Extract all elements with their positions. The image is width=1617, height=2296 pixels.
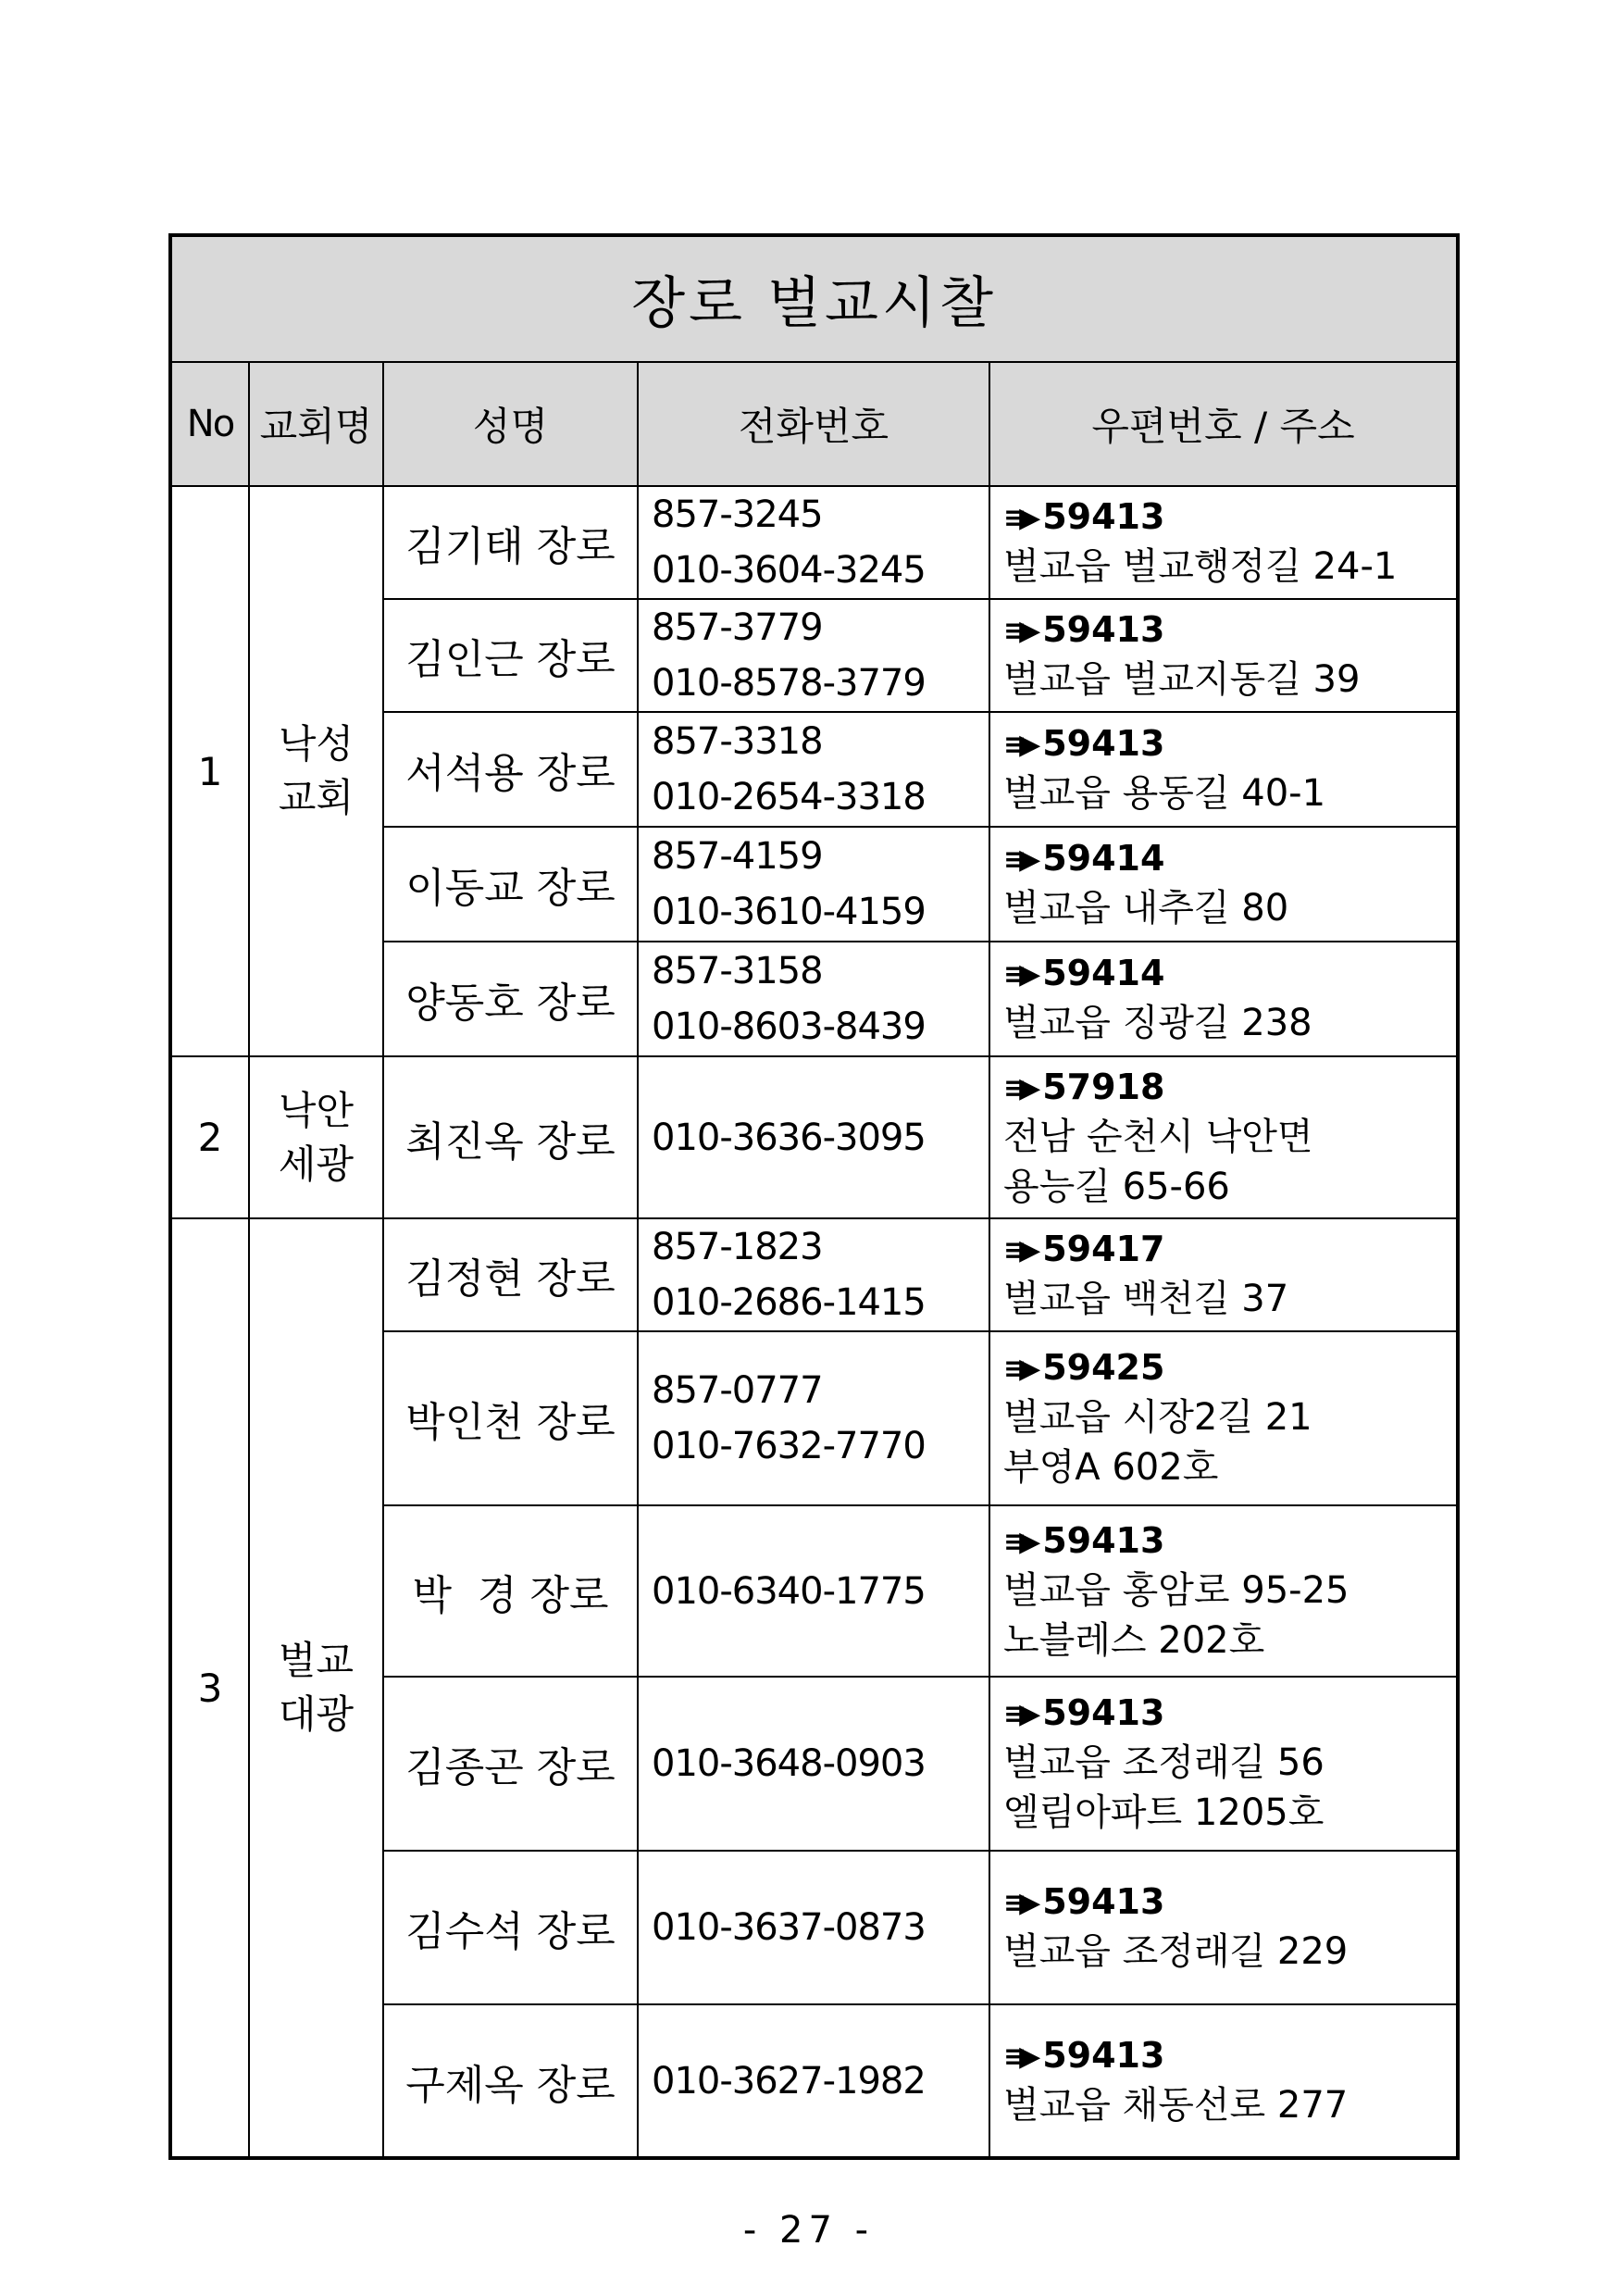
address-line: 벌교읍 백천길 37: [1003, 1278, 1289, 1320]
phone-number: 857-3158: [652, 950, 823, 992]
elder-directory-table: [168, 233, 1460, 2160]
elder-name: 김인근 장로: [383, 599, 638, 712]
postal-code-icon: ≡▶: [1003, 729, 1034, 761]
postal-address: [989, 1218, 1458, 1331]
phone-number: 010-3636-3095: [652, 1116, 926, 1159]
elder-name: 김수석 장로: [383, 1851, 638, 2004]
elder-name: 양동호 장로: [383, 942, 638, 1056]
postal-address: [989, 712, 1458, 827]
header-church: 교회명: [249, 362, 383, 486]
postal-address: [989, 486, 1458, 599]
phone-numbers: [638, 1056, 989, 1218]
postal-code-value: 59413: [1042, 1519, 1165, 1561]
postal-code-value: 59414: [1042, 838, 1165, 879]
phone-numbers: [638, 1218, 989, 1331]
postal-code-icon: ≡▶: [1003, 502, 1034, 534]
phone-number: 010-2654-3318: [652, 776, 926, 818]
postal-code-icon: ≡▶: [1003, 1887, 1034, 1919]
postal-code-icon: ≡▶: [1003, 615, 1034, 647]
phone-number: 857-1823: [652, 1226, 823, 1268]
postal-code-icon: ≡▶: [1003, 2040, 1034, 2073]
church-name: [249, 1056, 383, 1218]
phone-number: 010-3610-4159: [652, 891, 926, 933]
phone-numbers: [638, 827, 989, 942]
postal-code: [1003, 1517, 1456, 1566]
address-line: 벌교읍 내추길 80: [1003, 887, 1289, 930]
postal-code: [1003, 835, 1456, 883]
header-phone: 전화번호: [638, 362, 989, 486]
postal-code-value: 57918: [1042, 1066, 1165, 1107]
postal-code-value: 59413: [1042, 723, 1165, 764]
table-row: [170, 1056, 1458, 1218]
header-name: 성명: [383, 362, 638, 486]
address-line: 벌교읍 벌교지동길 39: [1003, 658, 1361, 701]
postal-code: [1003, 1878, 1456, 1927]
phone-number: 857-3245: [652, 493, 823, 536]
phone-number: 857-3779: [652, 606, 823, 649]
address-line: 벌교읍 채동선로 277: [1003, 2083, 1349, 2127]
phone-number: 010-3627-1982: [652, 2059, 926, 2103]
postal-code-icon: ≡▶: [1003, 843, 1034, 876]
postal-code-value: 59413: [1042, 1692, 1165, 1733]
postal-code-icon: ≡▶: [1003, 1234, 1034, 1267]
postal-address: [989, 1331, 1458, 1505]
address-line: 벌교읍 조정래길 56: [1003, 1741, 1325, 1784]
postal-code: [1003, 1064, 1456, 1112]
church-name-line: 교회: [278, 775, 354, 820]
phone-numbers: [638, 942, 989, 1056]
postal-address: [989, 2004, 1458, 2158]
postal-address: [989, 827, 1458, 942]
phone-number: 010-2686-1415: [652, 1281, 926, 1324]
postal-code-value: 59414: [1042, 953, 1165, 993]
table-row: [170, 486, 1458, 599]
table-row: [170, 1218, 1458, 1331]
address-line: 벌교읍 용동길 40-1: [1003, 772, 1326, 815]
phone-numbers: [638, 1677, 989, 1851]
postal-code: [1003, 1226, 1456, 1274]
address-line: 벌교읍 시장2길 21: [1003, 1396, 1312, 1439]
title-row: [170, 235, 1458, 362]
phone-numbers: [638, 2004, 989, 2158]
postal-code-icon: ≡▶: [1003, 1353, 1034, 1385]
phone-number: 010-8578-3779: [652, 662, 926, 705]
phone-number: 857-0777: [652, 1369, 823, 1412]
address-line: 벌교읍 홍암로 95-25: [1003, 1568, 1350, 1612]
postal-code-value: 59413: [1042, 609, 1165, 650]
church-name-line: 대광: [278, 1691, 354, 1737]
postal-code: [1003, 720, 1456, 768]
postal-address: [989, 599, 1458, 712]
phone-number: 010-3604-3245: [652, 549, 926, 592]
postal-code-value: 59413: [1042, 2034, 1165, 2076]
church-name: [249, 486, 383, 1056]
row-number: 3: [170, 1218, 249, 2158]
row-number: 1: [170, 486, 249, 1056]
phone-numbers: [638, 712, 989, 827]
postal-address: [989, 1056, 1458, 1218]
elder-name: 이동교 장로: [383, 827, 638, 942]
header-address: 우편번호 / 주소: [989, 362, 1458, 486]
address-line: 벌교읍 조정래길 229: [1003, 1930, 1349, 1973]
postal-code: [1003, 2032, 1456, 2080]
address-line: 부영A 602호: [1003, 1446, 1219, 1489]
elder-name: 박 경 장로: [383, 1505, 638, 1677]
postal-code: [1003, 1690, 1456, 1738]
address-line: 벌교읍 벌교행정길 24-1: [1003, 545, 1398, 588]
postal-code-icon: ≡▶: [1003, 1698, 1034, 1730]
phone-numbers: [638, 599, 989, 712]
postal-code-icon: ≡▶: [1003, 1071, 1034, 1104]
postal-code-icon: ≡▶: [1003, 958, 1034, 991]
phone-number: 857-3318: [652, 720, 823, 763]
row-number: 2: [170, 1056, 249, 1218]
phone-numbers: [638, 1505, 989, 1677]
elder-name: 박인천 장로: [383, 1331, 638, 1505]
elder-name: 김정현 장로: [383, 1218, 638, 1331]
postal-code: [1003, 1344, 1456, 1392]
address-line: 용능길 65-66: [1003, 1165, 1230, 1208]
elder-name: 구제옥 장로: [383, 2004, 638, 2158]
address-line: 전남 순천시 낙안면: [1003, 1115, 1313, 1158]
phone-number: 010-3637-0873: [652, 1906, 926, 1949]
postal-address: [989, 1851, 1458, 2004]
phone-number: 010-6340-1775: [652, 1569, 926, 1613]
church-name-line: 벌교: [278, 1638, 354, 1683]
postal-address: [989, 1677, 1458, 1851]
page-number: - 27 -: [742, 2209, 875, 2252]
address-line: 벌교읍 징광길 238: [1003, 1002, 1312, 1044]
address-line: 엘림아파트 1205호: [1003, 1791, 1325, 1834]
postal-address: [989, 942, 1458, 1056]
postal-code: [1003, 950, 1456, 998]
header-row: [170, 362, 1458, 486]
postal-code-value: 59425: [1042, 1347, 1165, 1388]
postal-code-value: 59413: [1042, 496, 1165, 537]
elder-name: 최진옥 장로: [383, 1056, 638, 1218]
postal-code-icon: ≡▶: [1003, 1525, 1034, 1558]
postal-address: [989, 1505, 1458, 1677]
postal-code-value: 59417: [1042, 1229, 1165, 1269]
church-name: [249, 1218, 383, 2158]
phone-number: 857-4159: [652, 835, 823, 878]
postal-code: [1003, 493, 1456, 542]
phone-number: 010-7632-7770: [652, 1425, 926, 1467]
postal-code: [1003, 606, 1456, 655]
address-line: 노블레스 202호: [1003, 1618, 1265, 1662]
phone-number: 010-3648-0903: [652, 1742, 926, 1785]
phone-numbers: [638, 1851, 989, 2004]
header-no: No: [170, 362, 249, 486]
postal-code-value: 59413: [1042, 1881, 1165, 1922]
elder-name: 김기태 장로: [383, 486, 638, 599]
phone-number: 010-8603-8439: [652, 1005, 926, 1048]
elder-name: 김종곤 장로: [383, 1677, 638, 1851]
church-name-line: 세광: [278, 1141, 354, 1187]
table-title: 장로 벌교시찰: [170, 235, 1458, 362]
phone-numbers: [638, 1331, 989, 1505]
phone-numbers: [638, 486, 989, 599]
elder-name: 서석용 장로: [383, 712, 638, 827]
church-name-line: 낙성: [278, 721, 354, 767]
church-name-line: 낙안: [278, 1087, 354, 1133]
